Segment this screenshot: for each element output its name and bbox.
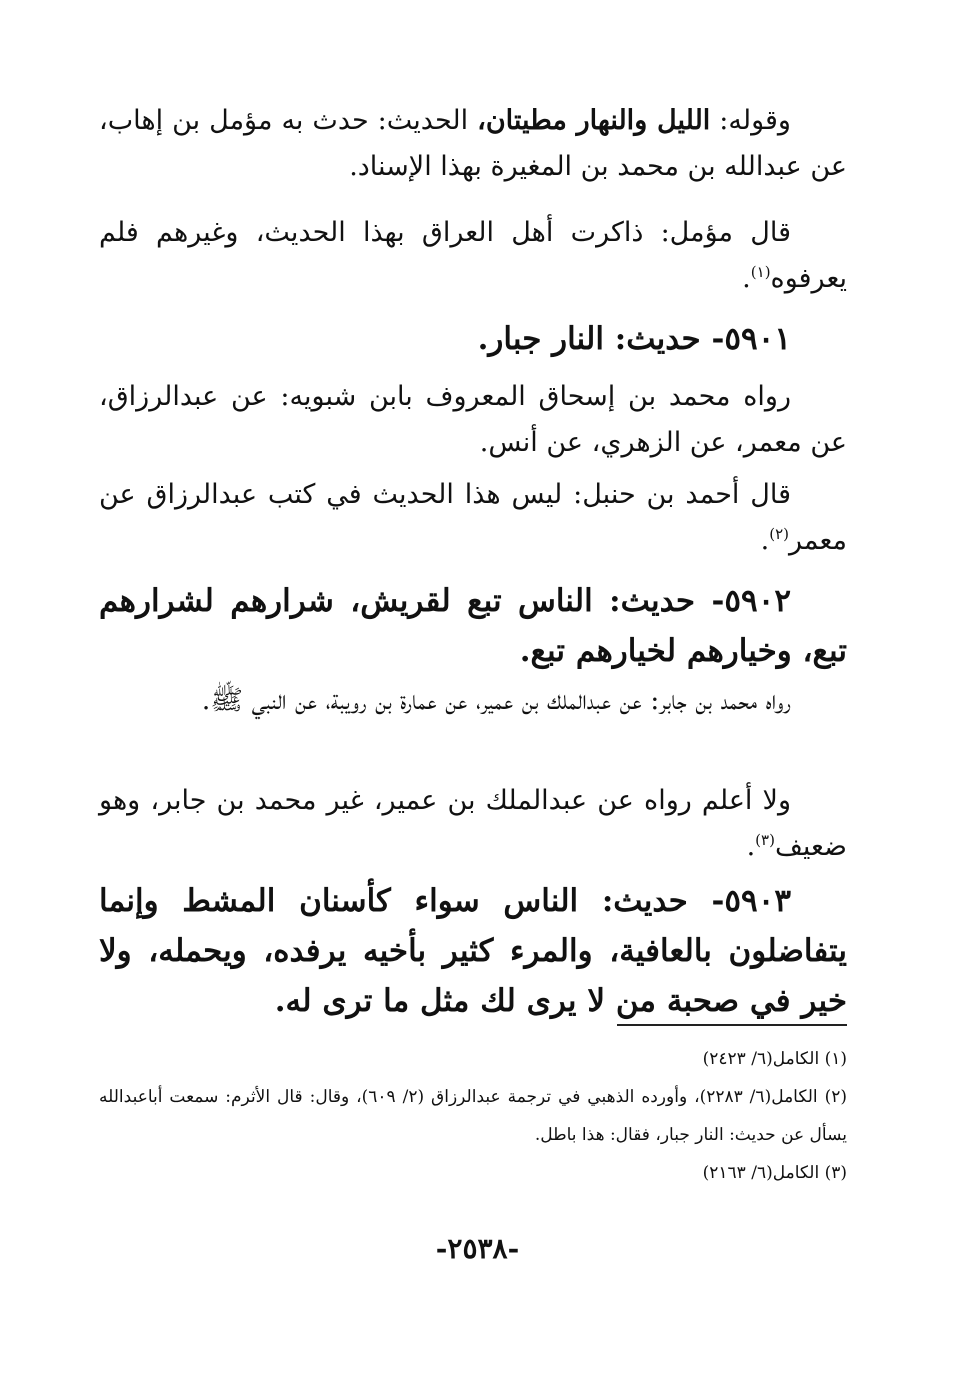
intro-note-end: . (742, 263, 751, 294)
entry-heading-5902 (99, 576, 847, 676)
paragraph-end: . (746, 831, 756, 862)
entry-5902-paragraph-1 (99, 678, 847, 724)
entry-number: ٥٩٠٢- (711, 583, 791, 619)
footnote-2: (٢) الكامل(٦/ ٢٢٨٣)، وأورده الذهبي في ترجمة عبدالرزاق (٢/ ٦٠٩)، وقال: قال الأثرم: سمعت أباعبدالله يسأل عن حديث: النار جبار، فقال: هذا باطل. (99, 1087, 847, 1145)
entry-title: حديث: الناس سواء كأسنان المشط وإنما يتفاضلون بالعافية، والمرء كثير بأخيه يرفده، ويحمله، ولا خير في صحبة من لا يرى لك مثل ما ترى له. (99, 883, 847, 1019)
intro-lead: وقوله: (710, 105, 791, 136)
footnote-separator (617, 1024, 847, 1026)
entry-number: ٥٩٠٣- (711, 883, 791, 919)
entry-5902-paragraph-2 (99, 778, 847, 870)
entry-heading-5903 (99, 876, 847, 1026)
paragraph-text: رواه محمد بن إسحاق المعروف بابن شبويه: عن عبدالرزاق، عن معمر، عن الزهري، عن أنس. (99, 381, 847, 458)
entry-heading-5901 (99, 314, 847, 364)
paragraph-end: . (760, 525, 770, 556)
intro-note-text: قال مؤمل: ذاكرت أهل العراق بهذا الحديث، وغيرهم فلم يعرفوه (99, 217, 847, 294)
page-number: -٢٥٣٨- (435, 1232, 520, 1265)
entry-5901-paragraph-1 (99, 374, 847, 466)
paragraph-text: قال أحمد بن حنبل: ليس هذا الحديث في كتب عبدالرزاق عن معمر (99, 479, 847, 556)
footnotes (99, 1040, 847, 1192)
footnote-1: (١) الكامل(٦/ ٢٤٢٣) (702, 1049, 847, 1069)
paragraph-text: رواه محمد بن جابر: عن عبدالملك بن عمير، عن عمارة بن رويبة، عن النبي ﷺ. (201, 685, 791, 716)
intro-paragraph (99, 98, 847, 190)
entry-5901-paragraph-2 (99, 472, 847, 564)
footnote-3: (٣) الكامل(٦/ ٢١٦٣) (702, 1163, 847, 1183)
entry-title: حديث: الناس تبع لقريش، شرارهم لشرارهم تبع، وخيارهم لخيارهم تبع. (99, 583, 847, 669)
entry-number: ٥٩٠١- (711, 321, 791, 357)
intro-hadith-phrase: الليل والنهار مطيتان، (477, 105, 711, 136)
intro-rest: الحديث: حدث به مؤمل بن إهاب، عن عبدالله بن محمد بن المغيرة بهذا الإسناد. (99, 105, 847, 182)
footnote-ref-1: (١) (750, 263, 771, 281)
footnote-ref-3: (٣) (755, 831, 775, 849)
footnote-ref-2: (٢) (769, 525, 789, 543)
intro-note-paragraph (99, 210, 847, 302)
paragraph-text: ولا أعلم رواه عن عبدالملك بن عمير، غير محمد بن جابر، وهو ضعيف (99, 785, 847, 862)
entry-title: حديث: النار جبار. (477, 321, 712, 357)
